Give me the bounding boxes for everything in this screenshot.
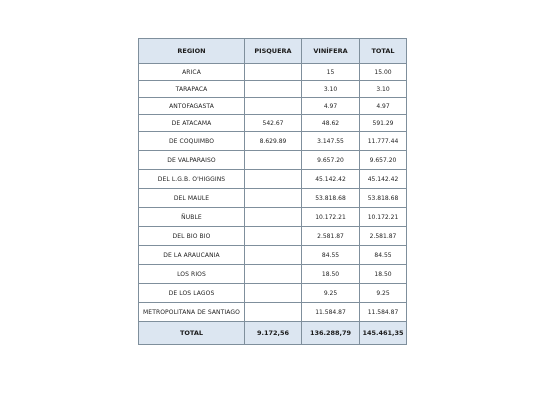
total-cell: 84.55: [360, 246, 407, 265]
total-cell: 18.50: [360, 265, 407, 284]
table-row: [139, 81, 407, 98]
header-row: [139, 39, 407, 64]
pesquera-cell: [245, 227, 302, 246]
table-row: [139, 208, 407, 227]
pesquera-cell: 8.629.89: [245, 132, 302, 151]
pesquera-cell: [245, 284, 302, 303]
production-by-region-table: [138, 38, 407, 345]
total-cell: 11.777.44: [360, 132, 407, 151]
header-region: REGION: [139, 39, 245, 64]
table-header: [139, 39, 407, 64]
vinifera-cell: 48.62: [302, 115, 360, 132]
pesquera-cell: [245, 265, 302, 284]
table-row: [139, 151, 407, 170]
vinifera-cell: 45.142.42: [302, 170, 360, 189]
total-cell: 15.00: [360, 64, 407, 81]
vinifera-cell: 84.55: [302, 246, 360, 265]
region-cell: METROPOLITANA DE SANTIAGO: [139, 303, 245, 322]
header-vinifera: VINÍFERA: [302, 39, 360, 64]
table-row: [139, 115, 407, 132]
table-body: [139, 64, 407, 322]
table-row: [139, 98, 407, 115]
region-cell: DE LA ARAUCANIA: [139, 246, 245, 265]
vinifera-cell: 11.584.87: [302, 303, 360, 322]
pesquera-cell: [245, 81, 302, 98]
vinifera-cell: 2.581.87: [302, 227, 360, 246]
region-cell: DE COQUIMBO: [139, 132, 245, 151]
header-pesquera: PISQUERA: [245, 39, 302, 64]
total-cell: 4.97: [360, 98, 407, 115]
region-cell: ÑUBLE: [139, 208, 245, 227]
table-row: [139, 265, 407, 284]
total-cell: 3.10: [360, 81, 407, 98]
table-row: [139, 246, 407, 265]
total-cell: 9.657.20: [360, 151, 407, 170]
pesquera-cell: [245, 98, 302, 115]
table-row: [139, 227, 407, 246]
vinifera-cell: 4.97: [302, 98, 360, 115]
total-cell: 10.172.21: [360, 208, 407, 227]
vinifera-cell: 10.172.21: [302, 208, 360, 227]
vinifera-cell: 9.657.20: [302, 151, 360, 170]
vinifera-cell: 53.818.68: [302, 189, 360, 208]
vinifera-cell: 18.50: [302, 265, 360, 284]
vinifera-cell: 3.10: [302, 81, 360, 98]
total-cell: 53.818.68: [360, 189, 407, 208]
pesquera-cell: [245, 303, 302, 322]
grand-total: 145.461,35: [360, 322, 407, 345]
total-cell: 2.581.87: [360, 227, 407, 246]
vinifera-cell: 3.147.55: [302, 132, 360, 151]
table-row: [139, 303, 407, 322]
total-cell: 11.584.87: [360, 303, 407, 322]
pesquera-cell: [245, 64, 302, 81]
pesquera-cell: [245, 170, 302, 189]
pesquera-cell: [245, 151, 302, 170]
region-cell: DEL BIO BIO: [139, 227, 245, 246]
region-cell: DE ATACAMA: [139, 115, 245, 132]
region-cell: DEL L.G.B. O'HIGGINS: [139, 170, 245, 189]
table-row: [139, 132, 407, 151]
table-row: [139, 284, 407, 303]
total-cell: 591.29: [360, 115, 407, 132]
header-total: TOTAL: [360, 39, 407, 64]
table-footer: [139, 322, 407, 345]
pesquera-cell: [245, 246, 302, 265]
vinifera-cell: 9.25: [302, 284, 360, 303]
total-vinifera: 136.288,79: [302, 322, 360, 345]
region-cell: DE VALPARAISO: [139, 151, 245, 170]
pesquera-cell: 542.67: [245, 115, 302, 132]
region-cell: TARAPACA: [139, 81, 245, 98]
table-row: [139, 189, 407, 208]
region-cell: DEL MAULE: [139, 189, 245, 208]
production-table-container: [138, 38, 406, 345]
table-row: [139, 170, 407, 189]
total-cell: 9.25: [360, 284, 407, 303]
region-cell: ANTOFAGASTA: [139, 98, 245, 115]
total-cell: 45.142.42: [360, 170, 407, 189]
total-pesquera: 9.172,56: [245, 322, 302, 345]
region-cell: ARICA: [139, 64, 245, 81]
total-row: [139, 322, 407, 345]
total-label: TOTAL: [139, 322, 245, 345]
pesquera-cell: [245, 189, 302, 208]
region-cell: DE LOS LAGOS: [139, 284, 245, 303]
pesquera-cell: [245, 208, 302, 227]
region-cell: LOS RIOS: [139, 265, 245, 284]
vinifera-cell: 15: [302, 64, 360, 81]
table-row: [139, 64, 407, 81]
